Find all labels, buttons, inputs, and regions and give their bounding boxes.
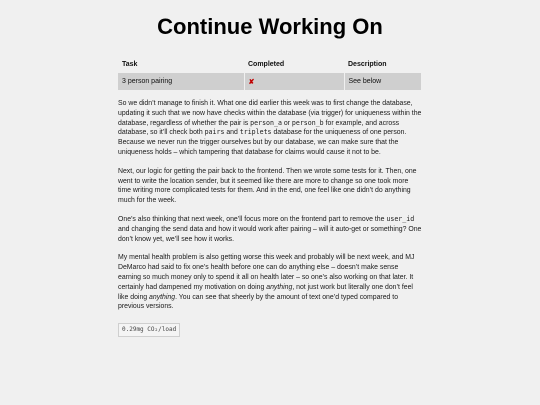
text-span: My mental health problem is also getting worse this week and probably will be next week, and MJ DeMarco had said to fix one’s health before one can do anything else – doesn’t make sense earning so much money only to spend it all on health later – so one’s also working on that later. It certainly had dampened my motivation on doing bbox=[118, 254, 415, 291]
co2-badge: 0.29mg CO₂/load bbox=[118, 323, 180, 337]
text-span: for example, and across database, so it’ll check both bbox=[118, 119, 400, 137]
table-header-row bbox=[118, 56, 421, 73]
text-span: One’s also thinking that next week, one’ll focus more on the frontend part to remove the bbox=[118, 215, 387, 223]
page-title: Continue Working On bbox=[157, 14, 383, 39]
cell-task: 3 person pairing bbox=[118, 73, 244, 90]
paragraph-3 bbox=[118, 215, 422, 244]
article-body bbox=[118, 99, 422, 337]
text-span: and changing the send data and how it would work after pairing – will it auto-get or something? One don’t know yet, we’ll see how it works. bbox=[118, 225, 422, 243]
text-span: . You can see that sheerly by the amount of text one’d typed compared to previous versions. bbox=[118, 293, 399, 311]
cell-completed bbox=[244, 73, 344, 90]
code-person-a: person_a bbox=[250, 118, 282, 127]
cell-description: See below bbox=[344, 73, 421, 90]
paragraph-2: Next, our logic for getting the pair back to the frontend. Then we wrote some tests for it. Then, one went to write the location sender, but it seemed like there are more to change so one took more time writing more complicated tests for them. And in the end, one feel like one didn’t do anything much for the week. bbox=[118, 167, 417, 205]
text-span: So we didn’t manage to finish it. What one did earlier this week was to first change the database, updating it such that we now have checks within the database (via trigger) for uniqueness within the database, regardless of whether the pair is bbox=[118, 100, 422, 127]
task-table bbox=[118, 56, 421, 90]
code-person-b: person_b bbox=[291, 118, 324, 127]
table-row bbox=[118, 73, 421, 90]
emphasis: anything bbox=[266, 283, 293, 291]
text-span: database for the uniqueness of one person. Because we never run the trigger ourselves but by our database, we can make sure that the uniqueness holds – which tampering that database for claims would cause it not to be. bbox=[118, 129, 407, 156]
text-span: or bbox=[281, 119, 292, 127]
code-pairs: pairs bbox=[204, 128, 225, 137]
emphasis: anything bbox=[149, 293, 176, 301]
paragraph-4 bbox=[118, 253, 422, 312]
code-user-id: user_id bbox=[386, 214, 415, 223]
text-span: , not just work but literally one don’t feel like doing bbox=[118, 283, 413, 301]
header-description: Description bbox=[348, 60, 387, 68]
text-span: and bbox=[224, 129, 240, 137]
header-completed: Completed bbox=[248, 60, 285, 68]
code-triplets: triplets bbox=[239, 128, 272, 137]
paragraph-1 bbox=[118, 99, 422, 158]
header-task: Task bbox=[122, 60, 138, 68]
cross-icon: ✘ bbox=[248, 78, 255, 86]
